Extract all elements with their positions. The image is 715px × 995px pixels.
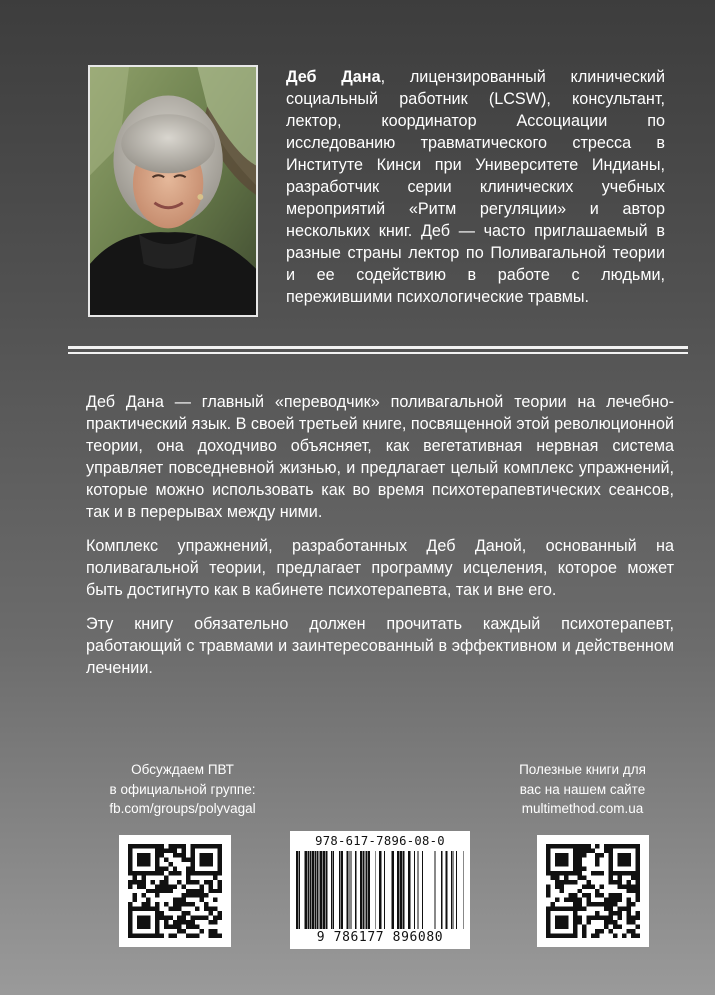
author-photo	[88, 65, 258, 317]
footer-left-line: в официальной группе:	[109, 781, 256, 797]
divider-line	[68, 346, 688, 349]
website-info	[500, 760, 665, 819]
website-link[interactable]: multimethod.com.ua	[521, 801, 644, 816]
author-bio	[286, 66, 665, 308]
footer-left-line: Обсуждаем ПВТ	[131, 762, 234, 777]
barcode-bars	[296, 851, 464, 929]
author-bio-text: , лицензированный клинический социальный работник (LCSW), консультант, лектор, координатор Ассоциации по исследованию травматического стресса в Институте Кинси при Университете Индианы, разработчик серии клинических учебных мероприятий «Ритм регуляции» и автор нескольких книг. Деб — часто приглашаемый в разные страны лектор по Поливагальной теории и ее содействию в работе с людьми, пережившими психологические травмы.	[286, 68, 665, 306]
isbn-number: 978-617-7896-08-0	[315, 834, 445, 848]
description-paragraph: Комплекс упражнений, разработанных Деб Даной, основанный на поливагальной теории, предлагает программу исцеления, которое может быть достигнуто как в кабинете психотерапевта, так и вне его.	[86, 537, 674, 599]
divider-line-thin	[68, 352, 688, 354]
description-paragraph: Деб Дана — главный «переводчик» поливагальной теории на лечебно-практический язык. В своей третьей книге, посвященной этой революционной теории, она доходчиво объясняет, как вегетативная нервная система управляет повседневной жизнью, и предлагает целый комплекс упражнений, которые можно использовать как во время психотерапевтических сеансов, так и в перерывах между ними.	[86, 393, 674, 521]
description-paragraph: Эту книгу обязательно должен прочитать каждый психотерапевт, работающий с травмами и заинтересованный в эффективном и действенном лечении.	[86, 615, 674, 677]
ean-digits: 9 786177 896080	[316, 930, 444, 945]
book-description	[86, 391, 674, 691]
isbn-barcode	[290, 831, 470, 949]
facebook-group-link[interactable]: fb.com/groups/polyvagal	[109, 801, 256, 816]
footer-right-line: вас на нашем сайте	[519, 781, 646, 797]
facebook-group-info	[80, 760, 285, 819]
qr-code-website[interactable]	[537, 835, 649, 947]
footer-right-line: Полезные книги для	[519, 762, 646, 777]
author-name: Деб Дана	[286, 68, 381, 86]
qr-code-facebook[interactable]	[119, 835, 231, 947]
